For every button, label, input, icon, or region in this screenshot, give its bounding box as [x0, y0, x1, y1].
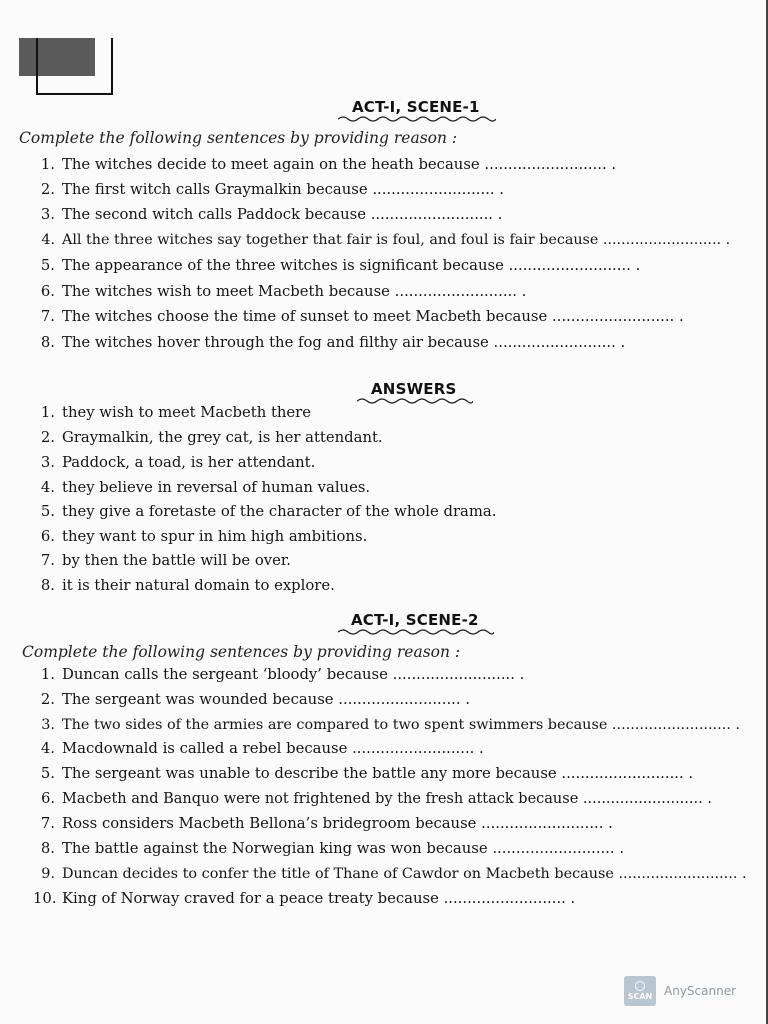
item-number: 1. — [40, 156, 55, 173]
item-text: The sergeant was unable to describe the battle any more because — [62, 765, 557, 782]
list-item — [33, 577, 335, 595]
item-number: 9. — [41, 866, 55, 882]
scan-logo-icon — [624, 976, 656, 1006]
list-item — [33, 231, 730, 249]
item-text: Macbeth and Banquo were not frightened by the fresh attack because — [62, 791, 579, 807]
item-number: 3. — [40, 206, 55, 223]
item-number: 4. — [40, 740, 55, 757]
item-number: 8. — [40, 840, 55, 857]
answer-blank[interactable]: .......................... . — [392, 666, 525, 683]
list-item — [33, 840, 624, 858]
answer-blank[interactable]: .......................... . — [582, 791, 712, 807]
item-text: they want to spur in him high ambitions. — [62, 528, 368, 545]
item-number: 7. — [40, 815, 55, 832]
item-number: 3. — [41, 717, 55, 733]
item-number: 4. — [40, 479, 55, 496]
scene1-heading: ACT-I, SCENE-1 — [352, 98, 480, 116]
answer-blank[interactable]: .......................... . — [338, 691, 470, 708]
answers-heading: ANSWERS — [371, 380, 457, 398]
item-number: 2. — [40, 181, 55, 198]
answer-blank[interactable]: .......................... . — [484, 156, 617, 173]
item-number: 10. — [33, 890, 57, 907]
item-text: The witches wish to meet Macbeth because — [62, 283, 390, 300]
answer-blank[interactable]: .......................... . — [602, 232, 731, 248]
item-number: 8. — [40, 334, 55, 351]
item-text: they wish to meet Macbeth there — [62, 404, 312, 421]
item-text: King of Norway craved for a peace treaty because — [62, 890, 439, 907]
item-text: Ross considers Macbeth Bellona’s bridegroom because — [62, 815, 477, 832]
corner-bracket-right — [111, 38, 113, 95]
list-item — [33, 404, 311, 422]
item-number: 5. — [40, 257, 55, 274]
list-item — [33, 890, 575, 908]
item-number: 1. — [40, 666, 55, 683]
item-number: 2. — [40, 429, 55, 446]
list-item — [33, 528, 367, 546]
list-item — [33, 308, 684, 326]
item-text: The battle against the Norwegian king was won because — [62, 840, 488, 857]
list-item — [33, 765, 693, 783]
list-item — [33, 156, 616, 174]
item-number: 5. — [40, 503, 55, 520]
item-text: by then the battle will be over. — [62, 552, 291, 569]
list-item — [33, 334, 625, 352]
item-number: 7. — [40, 552, 55, 569]
item-number: 8. — [40, 577, 55, 594]
anyscanner-watermark — [624, 976, 754, 1006]
list-item — [33, 503, 496, 521]
list-item — [33, 740, 484, 758]
corner-bracket-bottom — [36, 93, 113, 95]
list-item — [33, 283, 526, 301]
answer-blank[interactable]: .......................... . — [370, 206, 503, 223]
item-text: Macdownald is called a rebel because — [62, 740, 348, 757]
answer-blank[interactable]: .......................... . — [561, 765, 694, 782]
answer-blank[interactable]: .......................... . — [618, 866, 747, 882]
list-item — [33, 257, 640, 275]
answers-heading-underline — [357, 397, 473, 405]
answer-blank[interactable]: .......................... . — [508, 257, 641, 274]
list-item — [33, 865, 747, 883]
scene2-instruction: Complete the following sentences by providing reason : — [22, 643, 461, 661]
item-text: The first witch calls Graymalkin because — [62, 181, 368, 198]
scene1-heading-underline — [338, 115, 496, 123]
answer-blank[interactable]: .......................... . — [481, 815, 613, 832]
item-text: Paddock, a toad, is her attendant. — [62, 454, 316, 471]
answer-blank[interactable]: .......................... . — [551, 308, 684, 325]
item-number: 4. — [41, 232, 55, 248]
answer-blank[interactable]: .......................... . — [394, 283, 527, 300]
list-item — [33, 815, 613, 833]
item-number: 3. — [40, 454, 55, 471]
list-item — [33, 454, 315, 472]
item-number: 6. — [40, 528, 55, 545]
list-item — [33, 716, 740, 734]
list-item — [33, 691, 470, 709]
item-number: 1. — [40, 404, 55, 421]
item-text: they believe in reversal of human values. — [62, 479, 371, 496]
item-text: The sergeant was wounded because — [62, 691, 334, 708]
item-text: The two sides of the armies are compared to two spent swimmers because — [62, 717, 608, 733]
list-item — [33, 790, 712, 808]
item-text: The second witch calls Paddock because — [62, 206, 366, 223]
item-text: The witches choose the time of sunset to meet Macbeth because — [62, 308, 548, 325]
scene2-heading: ACT-I, SCENE-2 — [351, 611, 479, 629]
list-item — [33, 206, 502, 224]
list-item — [33, 666, 524, 684]
item-number: 2. — [40, 691, 55, 708]
scene2-heading-underline — [338, 628, 494, 636]
list-item — [33, 552, 291, 570]
corner-gray-block — [19, 38, 95, 76]
watermark-brand: AnyScanner — [664, 984, 737, 998]
list-item — [33, 429, 383, 447]
answer-blank[interactable]: .......................... . — [372, 181, 505, 198]
item-text: they give a foretaste of the character of the whole drama. — [62, 503, 497, 520]
item-number: 6. — [40, 283, 55, 300]
corner-bracket — [36, 38, 38, 95]
item-text: The witches hover through the fog and filthy air because — [62, 334, 489, 351]
answer-blank[interactable]: .......................... . — [443, 890, 576, 907]
list-item — [33, 479, 370, 497]
answer-blank[interactable]: .......................... . — [352, 740, 484, 757]
item-text: The witches decide to meet again on the heath because — [62, 156, 480, 173]
answer-blank[interactable]: .......................... . — [611, 717, 741, 733]
item-text: Graymalkin, the grey cat, is her attendant. — [62, 429, 383, 446]
answer-blank[interactable]: .......................... . — [492, 840, 625, 857]
scan-logo-text: SCAN — [627, 992, 653, 1001]
item-text: it is their natural domain to explore. — [62, 577, 335, 594]
answer-blank[interactable]: .......................... . — [493, 334, 626, 351]
item-text: The appearance of the three witches is significant because — [62, 257, 504, 274]
item-number: 5. — [40, 765, 55, 782]
item-text: All the three witches say together that fair is foul, and foul is fair because — [62, 232, 599, 248]
item-number: 7. — [40, 308, 55, 325]
item-number: 6. — [41, 791, 55, 807]
item-text: Duncan calls the sergeant ‘bloody’ because — [62, 666, 388, 683]
item-text: Duncan decides to confer the title of Thane of Cawdor on Macbeth because — [62, 866, 614, 882]
list-item — [33, 181, 504, 199]
scene1-instruction: Complete the following sentences by providing reason : — [19, 129, 458, 147]
